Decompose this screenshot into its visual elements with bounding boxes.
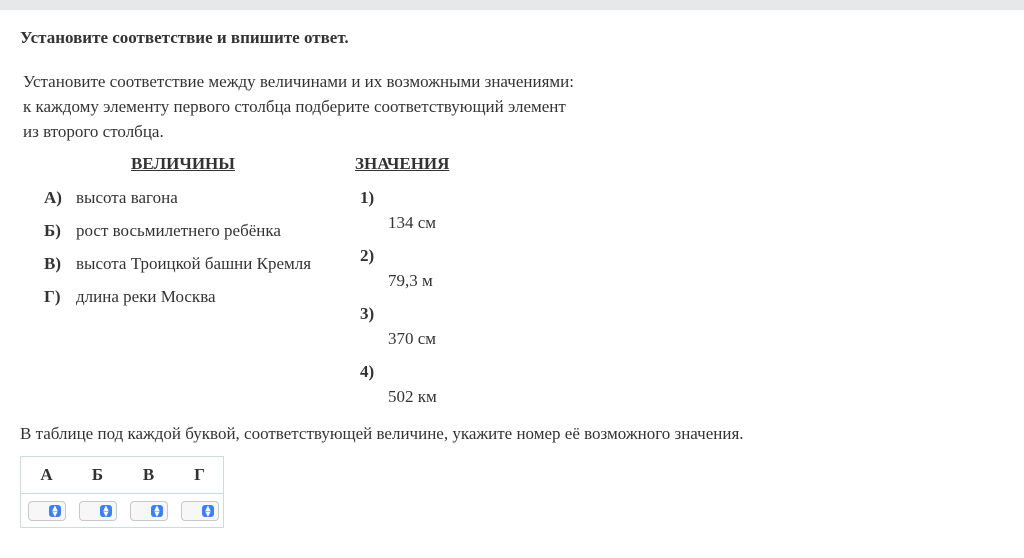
task-description-line: Установите соответствие между величинами и их возможными значениями: (23, 72, 574, 91)
chevron-up-down-icon: ▲ ▼ (49, 505, 61, 517)
answer-header-cell: А (40, 465, 53, 484)
chevron-up-down-icon: ▲ ▼ (100, 505, 112, 517)
quantity-text: высота Троицкой башни Кремля (76, 254, 312, 273)
task-description (23, 69, 643, 144)
answer-select-b[interactable] (79, 501, 117, 521)
value-number: 4) (360, 362, 375, 381)
top-bar (0, 0, 1024, 10)
value-number: 3) (360, 304, 375, 323)
task-description-line: к каждому элементу первого столбца подберите соответствующий элемент (23, 97, 566, 116)
chevron-up-down-icon: ▲ ▼ (202, 505, 214, 517)
answer-select-a[interactable] (28, 501, 66, 521)
answer-header-cell: В (142, 465, 155, 484)
quantity-item (44, 221, 281, 241)
quantity-text: высота вагона (76, 188, 178, 207)
quantity-letter: Г) (44, 287, 61, 306)
quantity-item (44, 254, 311, 274)
answer-instruction: В таблице под каждой буквой, соответствующей величине, укажите номер её возможного значения. (20, 424, 744, 443)
answer-header-cell: Б (91, 465, 104, 484)
answer-table (20, 456, 224, 528)
quantity-text: рост восьмилетнего ребёнка (76, 221, 281, 240)
value-text: 502 км (388, 387, 437, 406)
value-text: 370 см (388, 329, 437, 348)
quantity-letter: А) (44, 188, 62, 207)
values-header: ЗНАЧЕНИЯ (355, 154, 450, 173)
quantity-text: длина реки Москва (76, 287, 216, 306)
answer-table-header (21, 457, 223, 494)
value-number: 2) (360, 246, 375, 265)
answer-header-cell: Г (194, 465, 205, 484)
chevron-up-down-icon: ▲ ▼ (151, 505, 163, 517)
task-description-line: из второго столбца. (23, 122, 164, 141)
quantity-letter: Б) (44, 221, 61, 240)
answer-select-v[interactable] (130, 501, 168, 521)
quantity-item (44, 287, 216, 307)
task-title: Установите соответствие и впишите ответ. (20, 28, 349, 47)
quantities-header: ВЕЛИЧИНЫ (131, 154, 235, 173)
value-text: 134 см (388, 213, 437, 232)
value-number: 1) (360, 188, 375, 207)
answer-select-g[interactable] (181, 501, 219, 521)
quantity-item (44, 188, 178, 208)
quantity-letter: В) (44, 254, 61, 273)
value-text: 79,3 м (388, 271, 433, 290)
